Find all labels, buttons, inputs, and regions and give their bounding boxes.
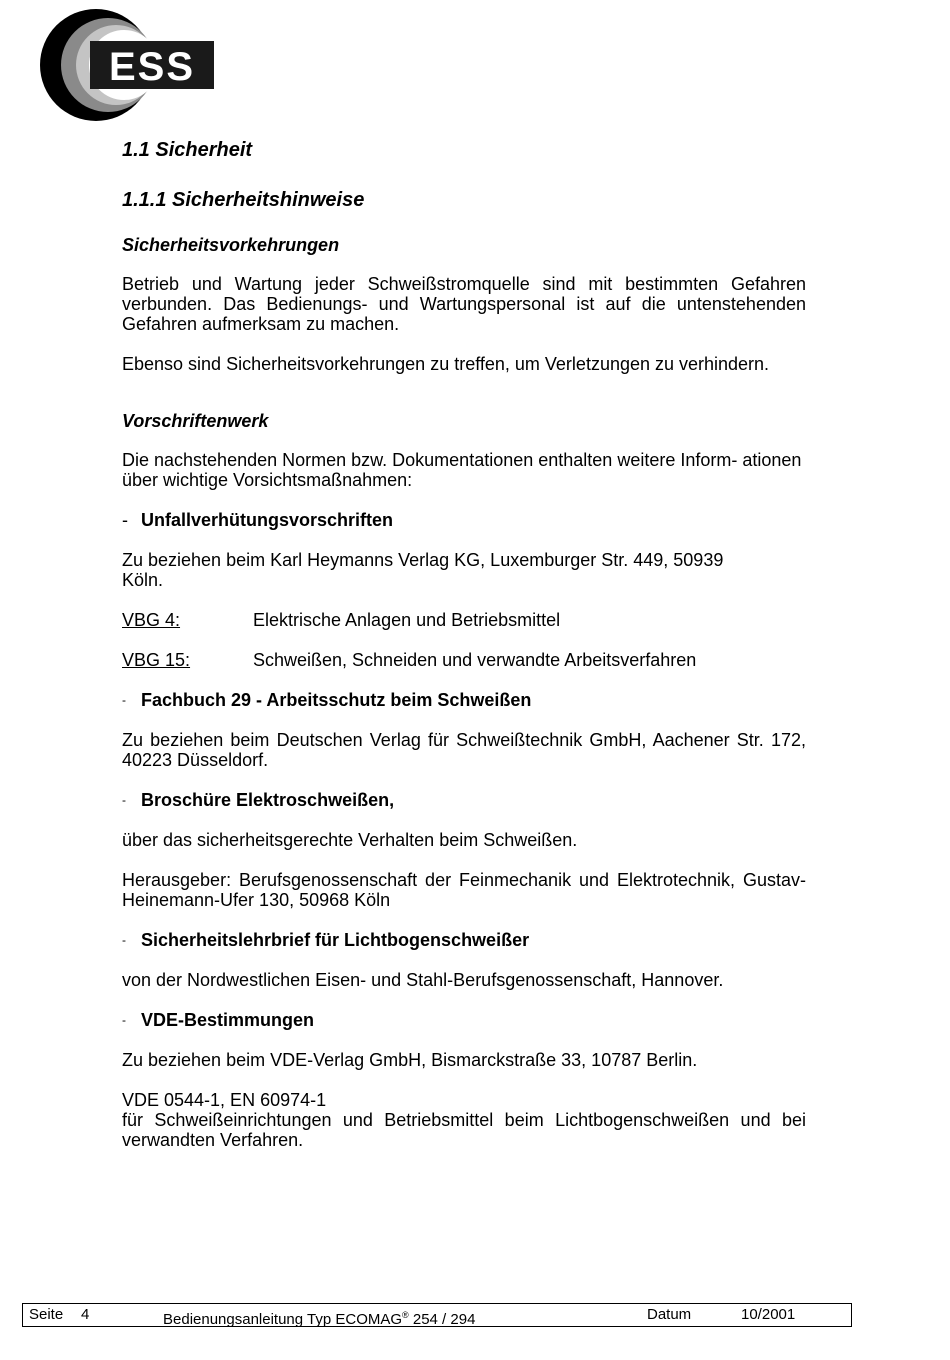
- list-dash: -: [122, 1013, 126, 1027]
- document-content: [122, 138, 806, 1150]
- vbg-code: VBG 15:: [122, 650, 191, 670]
- footer-date-label: Datum: [647, 1306, 692, 1323]
- safety-letter-description: von der Nordwestlichen Eisen- und Stahl-Berufsgenossenschaft, Hannover.: [122, 970, 724, 990]
- list-item-title: Sicherheitslehrbrief für Lichtbogenschweißer: [141, 930, 530, 950]
- list-item-safety-letter: [122, 930, 806, 950]
- footer-date-value: 10/2001: [741, 1306, 796, 1323]
- list-dash: -: [122, 793, 126, 807]
- footer-page-label: Seite: [29, 1306, 64, 1323]
- page-footer: [22, 1303, 852, 1327]
- vde-standard: VDE 0544-1, EN 60974-1: [122, 1090, 327, 1110]
- list-item-title: Unfallverhütungsvorschriften: [141, 510, 394, 530]
- footer-page-number: 4: [81, 1306, 90, 1323]
- vde-standard-description: für Schweißeinrichtungen und Betriebsmittel beim Lichtbogenschweißen und bei verwandten Verfahren.: [122, 1110, 806, 1150]
- heading-precautions: Sicherheitsvorkehrungen: [122, 235, 340, 255]
- vbg-code: VBG 4:: [122, 610, 181, 630]
- accident-prevention-source: Zu beziehen beim Karl Heymanns Verlag KG, Luxemburger Str. 449, 50939 Köln.: [122, 550, 724, 590]
- precautions-paragraph-2: Ebenso sind Sicherheitsvorkehrungen zu treffen, um Verletzungen zu verhindern.: [122, 354, 770, 374]
- list-item-handbook: [122, 690, 806, 710]
- vbg-row: [122, 610, 806, 630]
- logo-text: ESS: [108, 45, 196, 89]
- registered-mark: ®: [402, 1310, 409, 1320]
- heading-regulations: Vorschriftenwerk: [122, 411, 269, 431]
- precautions-paragraph-1: Betrieb und Wartung jeder Schweißstromquelle sind mit bestimmten Gefahren verbunden. Das Bedienungs- und Wartungspersonal ist auf die untenstehenden Gefahren aufmerksam zu machen.: [122, 274, 806, 334]
- heading-safety-notes: 1.1.1 Sicherheitshinweise: [122, 189, 365, 211]
- list-item-vde: [122, 1010, 806, 1030]
- brochure-description: über das sicherheitsgerechte Verhalten beim Schweißen.: [122, 830, 578, 850]
- list-item-title: VDE-Bestimmungen: [141, 1010, 315, 1030]
- list-item-title: Broschüre Elektroschweißen,: [141, 790, 395, 810]
- footer-doc-title: Bedienungsanleitung Typ ECOMAG: [163, 1311, 403, 1328]
- brochure-publisher: Herausgeber: Berufsgenossenschaft der Feinmechanik und Elektrotechnik, Gustav-Heinemann-Ufer 130, 50968 Köln: [122, 870, 806, 910]
- regulations-intro: Die nachstehenden Normen bzw. Dokumentationen enthalten weitere Inform- ationen über wichtige Vorsichtsmaßnahmen:: [122, 450, 802, 490]
- vbg-description: Schweißen, Schneiden und verwandte Arbeitsverfahren: [253, 650, 697, 670]
- list-dash: -: [122, 693, 126, 707]
- vbg-row: [122, 650, 806, 670]
- vde-standard-block: [122, 1090, 806, 1150]
- ess-logo: [38, 6, 218, 124]
- vbg-description: Elektrische Anlagen und Betriebsmittel: [253, 610, 561, 630]
- list-item-brochure: [122, 790, 806, 810]
- footer-model: 254 / 294: [412, 1311, 476, 1328]
- vde-source: Zu beziehen beim VDE-Verlag GmbH, Bismarckstraße 33, 10787 Berlin.: [122, 1050, 698, 1070]
- list-item-title: Fachbuch 29 - Arbeitsschutz beim Schweißen: [141, 690, 532, 710]
- heading-safety: 1.1 Sicherheit: [122, 139, 253, 161]
- footer-document-title: [163, 1304, 475, 1331]
- list-dash: -: [122, 510, 128, 530]
- handbook-source: Zu beziehen beim Deutschen Verlag für Schweißtechnik GmbH, Aachener Str. 172, 40223 Düsseldorf.: [122, 730, 806, 770]
- list-item-accident-prevention: [122, 510, 806, 530]
- list-dash: -: [122, 933, 126, 947]
